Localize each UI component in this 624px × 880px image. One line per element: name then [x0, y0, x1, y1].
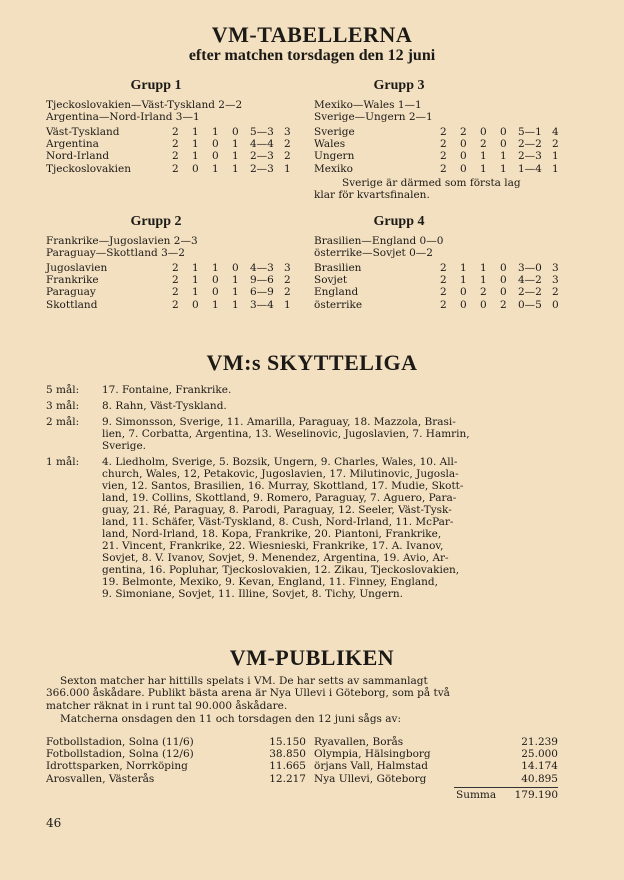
stat-d: 1 [212, 126, 219, 138]
venue-name: Nya Ullevi, Göteborg [314, 772, 427, 785]
scorer-line: 19. Belmonte, Mexiko, 9. Kevan, England, 11. Finney, England, [102, 576, 438, 588]
stat-pts: 1 [552, 150, 559, 163]
team-name: Jugoslavien [46, 262, 108, 274]
stat-w: 0 [460, 138, 467, 151]
stat-l: 0 [500, 262, 507, 274]
team-name: Sverige [314, 126, 355, 138]
stat-pts: 3 [284, 126, 291, 138]
stat-pts: 2 [552, 138, 559, 151]
attendance-intro: Matcherna onsdagen den 11 och torsdagen den 12 juni sågs av: [60, 713, 401, 725]
stat-d: 0 [480, 298, 487, 311]
scorer-goal-label: 3 mål: [46, 400, 80, 412]
stat-w: 1 [192, 150, 199, 163]
scorer-goal-label: 1 mål: [46, 456, 80, 468]
scorer-line: church, Wales, 12, Petakovic, Jugoslavien, 17. Milutinovic, Jugosla- [102, 468, 459, 480]
venue-name: Arosvallen, Västerås [46, 772, 155, 785]
venue-count: 15.150 [269, 736, 306, 748]
scorers-list [46, 384, 566, 604]
stat-l: 1 [500, 150, 507, 163]
public-line: Sexton matcher har hittills spelats i VM. De har setts av sammanlagt [60, 675, 428, 687]
stat-p: 2 [172, 298, 179, 311]
stat-goals: 2—3 [250, 162, 274, 175]
venue-count: 11.665 [269, 760, 306, 773]
stat-l: 0 [500, 138, 507, 151]
standing-row [46, 138, 306, 150]
stat-l: 1 [232, 286, 239, 299]
stat-d: 0 [212, 138, 219, 151]
stat-l: 2 [500, 298, 507, 311]
stat-w: 1 [460, 262, 467, 274]
team-name: Skottland [46, 298, 98, 311]
stat-w: 0 [460, 286, 467, 299]
team-name: England [314, 286, 359, 299]
stat-p: 2 [440, 126, 447, 138]
stat-pts: 2 [284, 274, 291, 287]
sum-label: Summa [456, 789, 497, 801]
stat-p: 2 [440, 162, 447, 175]
public-line: 366.000 åskådare. Publikt bästa arena är Nya Ullevi i Göteborg, som på två [46, 687, 450, 700]
group-block-1 [46, 78, 306, 188]
scorer-goal-label: 5 mål: [46, 384, 80, 396]
stat-w: 0 [460, 162, 467, 175]
standing-row [46, 274, 306, 286]
match-result: Argentina—Nord-Irland 3—1 [46, 111, 200, 123]
scorer-line: Sovjet, 8. V. Ivanov, Sovjet, 9. Menendez, Argentina, 19. Avio, Ar- [102, 552, 449, 564]
stat-goals: 0—5 [518, 298, 542, 311]
stat-goals: 4—4 [250, 138, 274, 151]
venue-count: 38.850 [269, 748, 306, 761]
venue-name: Fotbollstadion, Solna (12/6) [46, 748, 194, 761]
stat-w: 1 [192, 126, 199, 138]
standing-row [314, 138, 574, 150]
stat-p: 2 [172, 150, 179, 163]
standing-row [46, 299, 306, 311]
sum-rule [454, 787, 558, 788]
group-heading: Grupp 3 [373, 78, 425, 93]
stat-l: 1 [232, 150, 239, 163]
venue-count: 21.239 [521, 736, 558, 748]
stat-d: 1 [480, 150, 487, 163]
venue-count: 14.174 [521, 760, 558, 773]
scorer-line: gentina, 16. Popluhar, Tjeckoslovakien, 12. Zikau, Tjeckoslovakien, [102, 564, 460, 576]
stat-goals: 5—1 [518, 126, 542, 138]
stat-pts: 3 [552, 274, 559, 287]
venue-name: Idrottsparken, Norrköping [46, 760, 188, 773]
stat-w: 0 [460, 150, 467, 163]
venue-count: 25.000 [521, 748, 558, 761]
scorer-line: land, Nord-Irland, 18. Kopa, Frankrike, 20. Piantoni, Frankrike, [102, 528, 442, 540]
group-block-4 [314, 214, 584, 324]
stat-goals: 4—2 [518, 274, 542, 287]
standing-row [314, 262, 574, 274]
stat-w: 0 [192, 298, 199, 311]
stat-w: 1 [192, 274, 199, 287]
page-number: 46 [46, 816, 62, 830]
stat-d: 1 [212, 162, 219, 175]
stat-goals: 9—6 [250, 274, 274, 287]
scorer-line: land, 19. Collins, Skottland, 9. Romero, Paraguay, 7. Aguero, Para- [102, 492, 457, 504]
match-result: Mexiko—Wales 1—1 [314, 99, 422, 111]
venue-name: Olympia, Hälsingborg [314, 748, 431, 761]
stat-pts: 1 [284, 298, 291, 311]
stat-d: 0 [480, 126, 487, 138]
stat-goals: 4—3 [250, 262, 274, 274]
stat-goals: 5—3 [250, 126, 274, 138]
stat-w: 0 [460, 298, 467, 311]
tables-title: VM-TABELLERNA [211, 22, 413, 47]
sum-value: 179.190 [514, 789, 558, 801]
venue-count: 12.217 [269, 772, 306, 785]
stat-p: 2 [440, 274, 447, 287]
match-result: Frankrike—Jugoslavien 2—3 [46, 235, 198, 247]
scorer-line: land, 11. Schäfer, Väst-Tyskland, 8. Cush, Nord-Irland, 11. McPar- [102, 516, 454, 528]
scorer-goal-label: 2 mål: [46, 416, 80, 428]
scorer-line: 9. Simonsson, Sverige, 11. Amarilla, Paraguay, 18. Mazzola, Brasi- [102, 416, 456, 428]
stat-p: 2 [172, 274, 179, 287]
stat-pts: 2 [284, 286, 291, 299]
standing-row [314, 126, 574, 138]
stat-p: 2 [440, 138, 447, 151]
stat-d: 0 [212, 150, 219, 163]
match-result: Paraguay—Skottland 3—2 [46, 247, 185, 259]
scorer-line: Sverige. [102, 440, 146, 452]
stat-l: 1 [232, 298, 239, 311]
stat-pts: 1 [552, 162, 559, 175]
stat-pts: 1 [284, 162, 291, 175]
stat-pts: 2 [552, 286, 559, 299]
group-note: klar för kvartsfinalen. [314, 189, 430, 201]
group-heading: Grupp 4 [373, 214, 425, 229]
group-block-2 [46, 214, 306, 324]
stat-p: 2 [440, 150, 447, 163]
match-result: Tjeckoslovakien—Väst-Tyskland 2—2 [46, 99, 243, 111]
stat-d: 0 [212, 286, 219, 299]
stat-d: 1 [480, 262, 487, 274]
standing-row [314, 150, 574, 162]
stat-goals: 2—2 [518, 286, 542, 299]
team-name: Väst-Tyskland [46, 126, 120, 138]
stat-p: 2 [172, 286, 179, 299]
stat-l: 1 [232, 274, 239, 287]
stat-w: 1 [192, 138, 199, 151]
stat-p: 2 [440, 262, 447, 274]
stat-pts: 3 [552, 262, 559, 274]
stat-w: 1 [192, 286, 199, 299]
stat-d: 2 [480, 286, 487, 299]
standing-row [314, 299, 574, 311]
stat-d: 2 [480, 138, 487, 151]
team-name: Sovjet [314, 274, 348, 287]
team-name: Brasilien [314, 262, 362, 274]
stat-p: 2 [440, 298, 447, 311]
stat-d: 1 [480, 162, 487, 175]
team-name: Nord-Irland [46, 150, 110, 163]
group-note: Sverige är därmed som första lag [342, 177, 521, 189]
stat-goals: 1—4 [518, 162, 542, 175]
stat-p: 2 [172, 162, 179, 175]
stat-d: 1 [212, 298, 219, 311]
match-result: österrike—Sovjet 0—2 [314, 247, 433, 259]
scorer-line: 4. Liedholm, Sverige, 5. Bozsik, Ungern, 9. Charles, Wales, 10. All- [102, 456, 458, 468]
stat-d: 0 [212, 274, 219, 287]
scorer-line: vien, 12. Santos, Brasilien, 16. Murray, Skottland, 17. Mudie, Skott- [102, 480, 464, 492]
stat-l: 0 [500, 286, 507, 299]
standing-row [46, 126, 306, 138]
standing-row [314, 286, 574, 298]
public-line: matcher räknat in i runt tal 90.000 åskådare. [46, 699, 288, 712]
venue-count: 40.895 [521, 772, 558, 785]
standing-row [46, 163, 306, 175]
scorer-line: 21. Vincent, Frankrike, 22. Wiesnieski, Frankrike, 17. A. Ivanov, [102, 540, 444, 552]
venue-name: örjans Vall, Halmstad [314, 760, 428, 773]
stat-goals: 3—4 [250, 298, 274, 311]
standing-row [314, 163, 574, 175]
team-name: Argentina [46, 138, 99, 151]
stat-pts: 2 [284, 138, 291, 151]
stat-w: 2 [460, 126, 467, 138]
stat-p: 2 [172, 138, 179, 151]
scorer-line: guay, 21. Ré, Paraguay, 8. Parodi, Paraguay, 12. Seeler, Väst-Tysk- [102, 504, 452, 516]
stat-pts: 0 [552, 298, 559, 311]
scorer-line: 17. Fontaine, Frankrike. [102, 384, 232, 396]
public-title: VM-PUBLIKEN [229, 645, 395, 670]
stat-pts: 4 [552, 126, 559, 138]
group-block-3 [314, 78, 584, 208]
attendance-left [46, 736, 306, 788]
stat-pts: 3 [284, 262, 291, 274]
group-heading: Grupp 1 [130, 78, 182, 93]
team-name: österrike [314, 298, 363, 311]
team-name: Ungern [314, 150, 355, 163]
scorer-line: 9. Simoniane, Sovjet, 11. Illine, Sovjet, 8. Tichy, Ungern. [102, 588, 403, 600]
standing-row [46, 286, 306, 298]
tables-subtitle: efter matchen torsdagen den 12 juni [188, 47, 436, 64]
stat-w: 1 [192, 262, 199, 274]
stat-goals: 2—3 [518, 150, 542, 163]
stat-l: 0 [500, 126, 507, 138]
team-name: Frankrike [46, 274, 99, 287]
stat-l: 0 [232, 262, 239, 274]
stat-goals: 2—3 [250, 150, 274, 163]
scorers-title: VM:s SKYTTELIGA [206, 350, 418, 375]
attendance-right [314, 736, 558, 788]
stat-goals: 6—9 [250, 286, 274, 299]
stat-goals: 2—2 [518, 138, 542, 151]
stat-d: 1 [480, 274, 487, 287]
stat-w: 1 [460, 274, 467, 287]
stat-l: 1 [232, 138, 239, 151]
stat-pts: 2 [284, 150, 291, 163]
stat-l: 1 [500, 162, 507, 175]
group-heading: Grupp 2 [130, 214, 182, 229]
stat-p: 2 [172, 262, 179, 274]
stat-d: 1 [212, 262, 219, 274]
venue-name: Fotbollstadion, Solna (11/6) [46, 736, 194, 748]
team-name: Wales [314, 138, 346, 151]
scorer-line: 8. Rahn, Väst-Tyskland. [102, 400, 227, 412]
standing-row [46, 262, 306, 274]
venue-name: Ryavallen, Borås [314, 736, 404, 748]
stat-p: 2 [172, 126, 179, 138]
team-name: Tjeckoslovakien [46, 162, 131, 175]
scorer-line: lien, 7. Corbatta, Argentina, 13. Weselinovic, Jugoslavien, 7. Hamrin, [102, 428, 470, 440]
stat-p: 2 [440, 286, 447, 299]
stat-l: 1 [232, 162, 239, 175]
match-result: Sverige—Ungern 2—1 [314, 111, 433, 123]
stat-w: 0 [192, 162, 199, 175]
standing-row [314, 274, 574, 286]
stat-goals: 3—0 [518, 262, 542, 274]
stat-l: 0 [500, 274, 507, 287]
stat-l: 0 [232, 126, 239, 138]
standing-row [46, 150, 306, 162]
match-result: Brasilien—England 0—0 [314, 235, 444, 247]
team-name: Paraguay [46, 286, 96, 299]
team-name: Mexiko [314, 162, 353, 175]
